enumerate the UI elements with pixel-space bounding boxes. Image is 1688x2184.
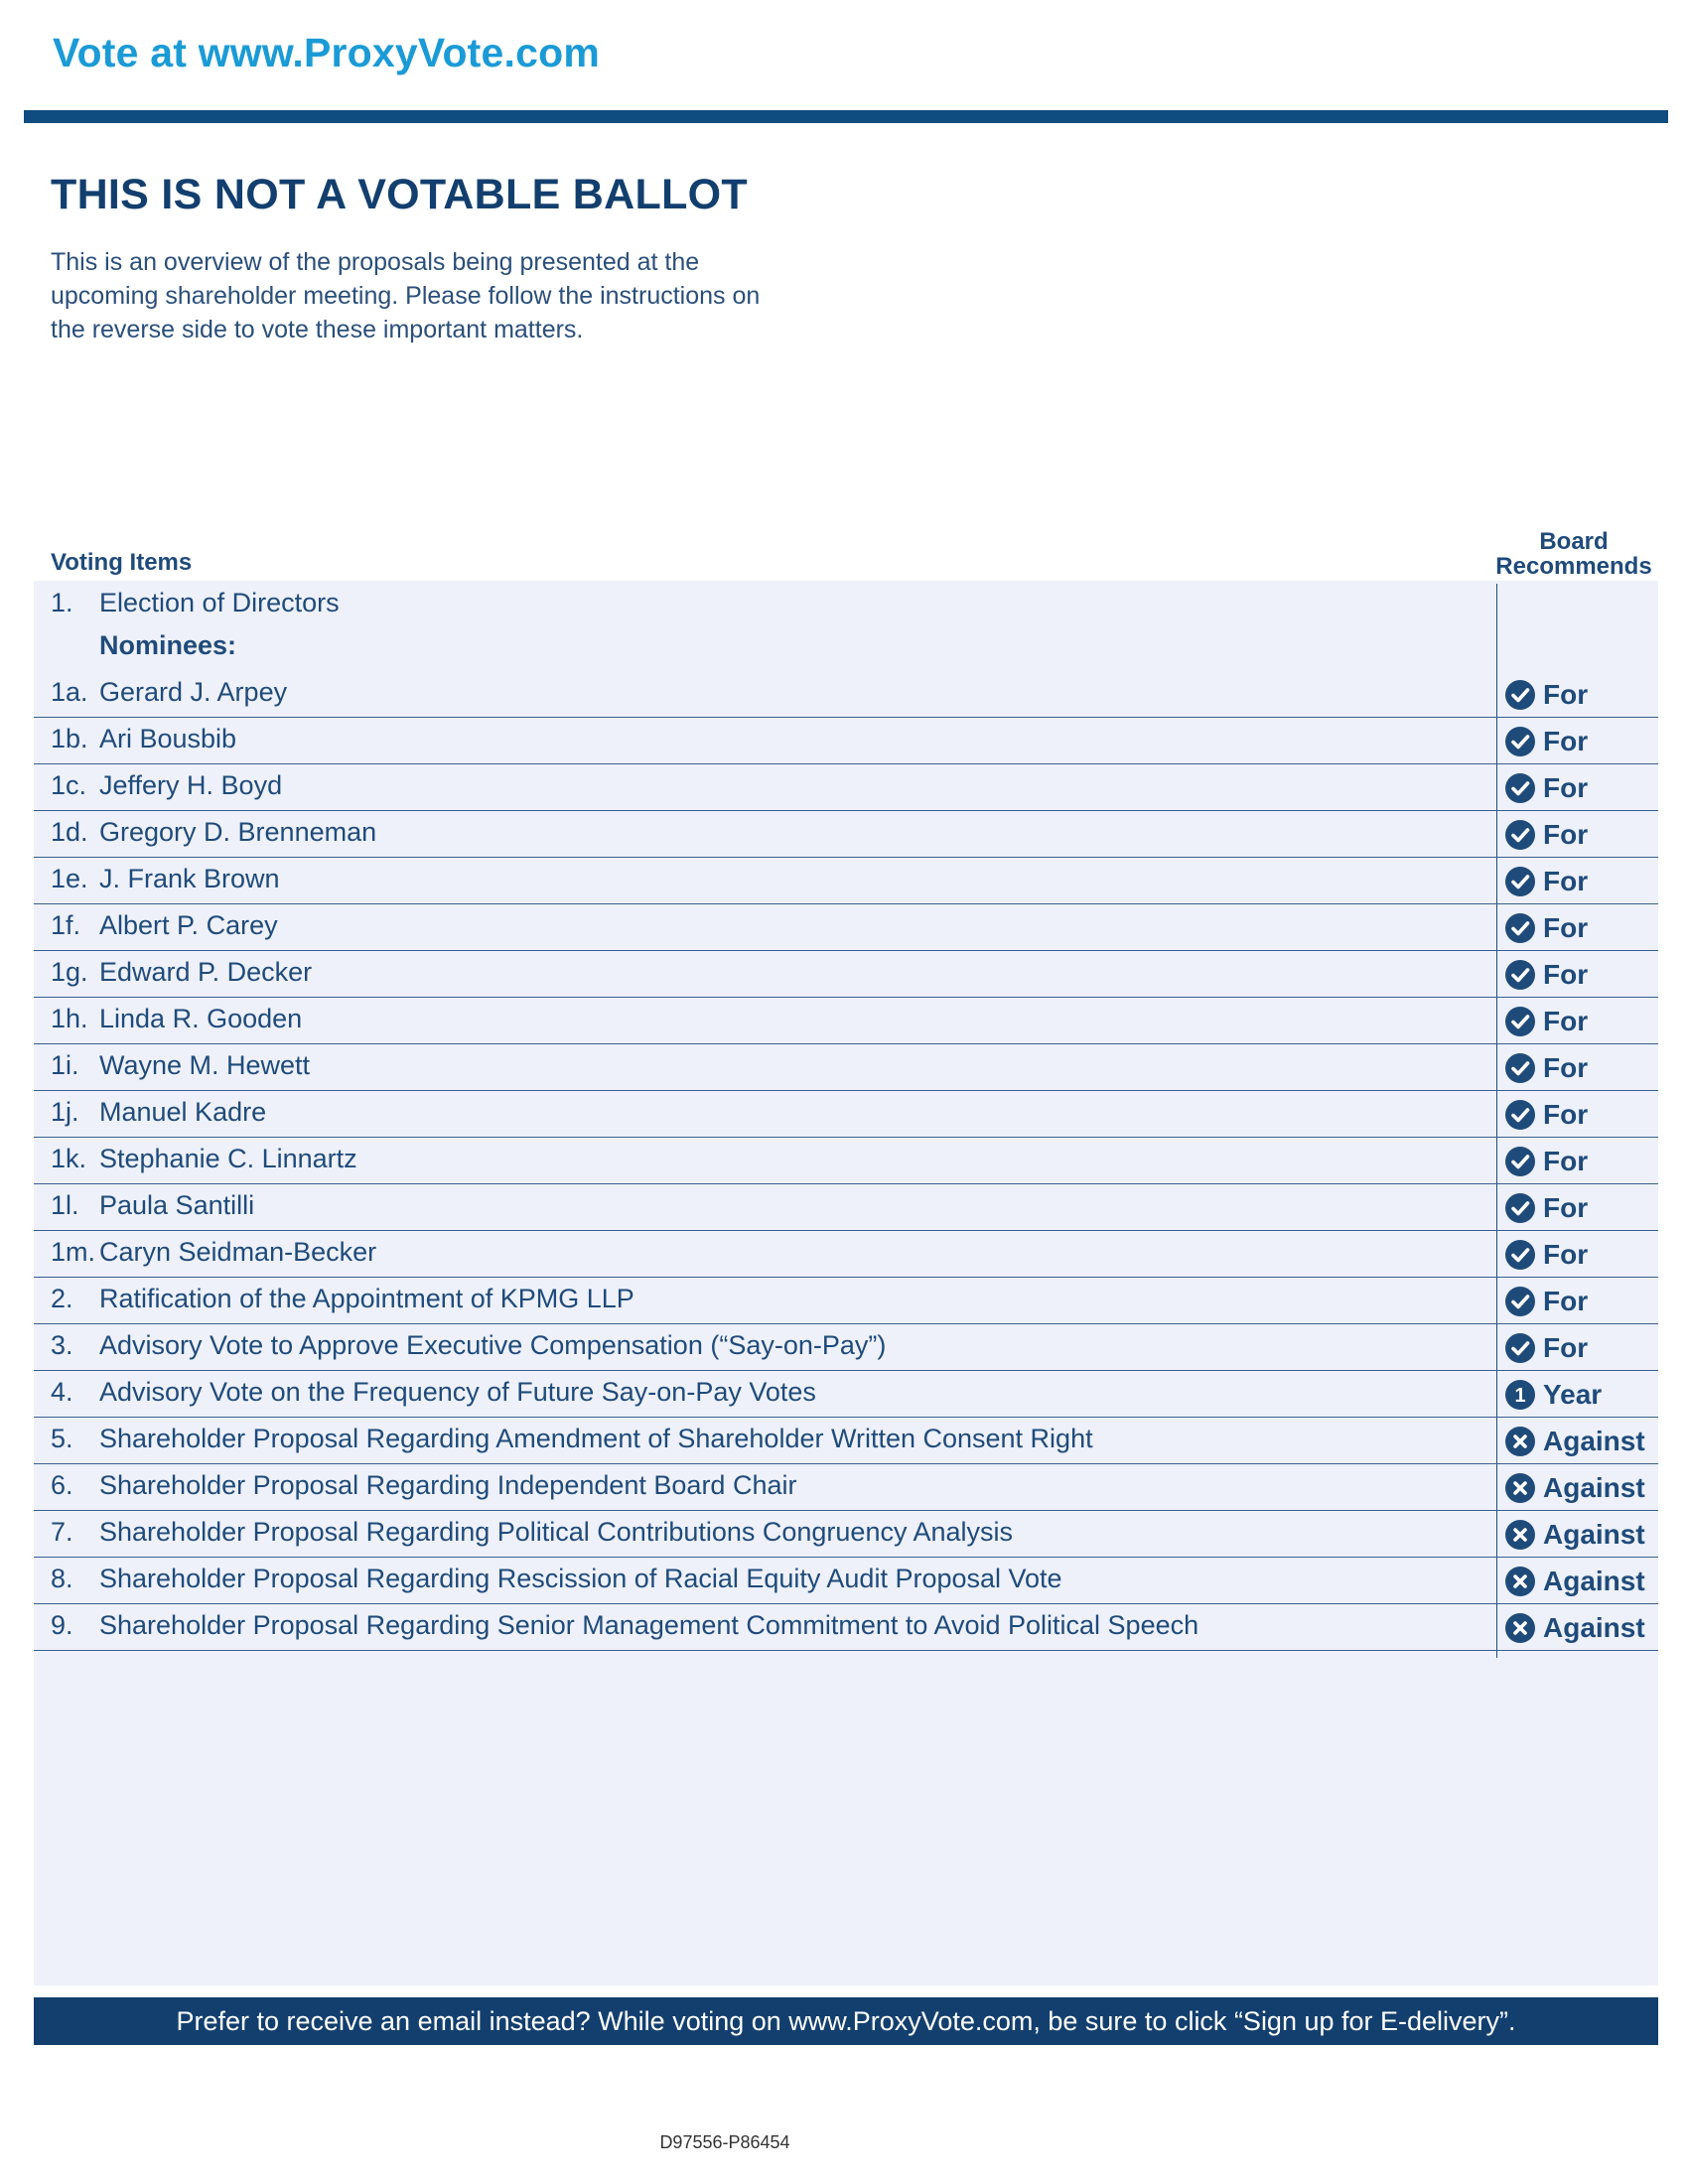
item-label: Gregory D. Brenneman xyxy=(99,817,377,847)
item-number: 8. xyxy=(51,1564,73,1593)
board-recommendation xyxy=(1504,1472,1645,1504)
item-number: 9. xyxy=(51,1610,73,1640)
voting-item-row xyxy=(34,1044,1658,1091)
recommendation-label: For xyxy=(1543,1006,1589,1036)
item-number: 1d. xyxy=(51,817,88,847)
item-number: 1f. xyxy=(51,910,81,940)
item-label: Manuel Kadre xyxy=(99,1097,267,1127)
item-label: Shareholder Proposal Regarding Amendment of Shareholder Written Consent Right xyxy=(99,1424,1093,1453)
voting-item-row xyxy=(34,951,1658,998)
board-recommendation xyxy=(1504,1146,1588,1177)
recommendation-label: For xyxy=(1543,1192,1589,1223)
voting-item-row xyxy=(34,811,1658,858)
recommendation-label: For xyxy=(1543,679,1589,710)
board-recommendation xyxy=(1504,1426,1645,1457)
recommendation-label: For xyxy=(1543,819,1589,850)
one-circle-icon xyxy=(1504,1379,1536,1411)
item-number: 1k. xyxy=(51,1144,87,1173)
item-number: 5. xyxy=(51,1424,73,1453)
check-circle-icon xyxy=(1504,1099,1536,1131)
check-circle-icon xyxy=(1504,1146,1536,1177)
voting-item-row xyxy=(34,1604,1658,1651)
voting-item-row xyxy=(34,904,1658,951)
item-number: 1i. xyxy=(51,1050,79,1080)
intro-line: upcoming shareholder meeting. Please follow the instructions on xyxy=(51,282,761,310)
x-circle-icon xyxy=(1504,1612,1536,1644)
recommendation-label: For xyxy=(1543,1239,1589,1270)
voting-item-row xyxy=(34,1371,1658,1418)
svg-text:1: 1 xyxy=(1514,1385,1526,1407)
item-number: 3. xyxy=(51,1330,73,1360)
intro-line: the reverse side to vote these important matters. xyxy=(51,316,584,343)
x-circle-icon xyxy=(1504,1566,1536,1597)
intro-paragraph xyxy=(51,245,865,346)
voting-item-row xyxy=(34,1184,1658,1231)
item-number: 4. xyxy=(51,1377,73,1407)
item-number: 1m. xyxy=(51,1237,96,1267)
voting-item-row xyxy=(34,1278,1658,1324)
item-label: Wayne M. Hewett xyxy=(99,1050,311,1080)
edelivery-banner: Prefer to receive an email instead? While voting on www.ProxyVote.com, be sure to click “Sign up for E-delivery”. xyxy=(34,1997,1658,2045)
board-recommendation xyxy=(1504,912,1588,944)
recommendation-label: For xyxy=(1543,1286,1589,1316)
item-number: 1h. xyxy=(51,1004,88,1033)
check-circle-icon xyxy=(1504,1239,1536,1271)
column-header-board-line: Board xyxy=(1539,528,1609,555)
recommendation-label: For xyxy=(1543,866,1589,896)
item-number: 6. xyxy=(51,1470,73,1500)
recommendation-label: For xyxy=(1543,1099,1589,1130)
board-recommendation xyxy=(1504,1612,1645,1644)
board-recommendation xyxy=(1504,1006,1588,1037)
voting-item-row xyxy=(34,1324,1658,1371)
item-label: Shareholder Proposal Regarding Independent Board Chair xyxy=(99,1470,797,1500)
board-recommendation xyxy=(1504,1332,1588,1364)
check-circle-icon xyxy=(1504,912,1536,944)
recommendation-label: For xyxy=(1543,959,1589,990)
check-circle-icon xyxy=(1504,726,1536,757)
item-number: 1l. xyxy=(51,1190,79,1220)
item-label: Paula Santilli xyxy=(99,1190,255,1220)
nominees-heading-row xyxy=(34,623,1658,664)
item-label: Jeffery H. Boyd xyxy=(99,770,283,800)
item-label: Caryn Seidman-Becker xyxy=(99,1237,377,1267)
item-label: Shareholder Proposal Regarding Rescission of Racial Equity Audit Proposal Vote xyxy=(99,1564,1062,1593)
voting-item-row xyxy=(34,1138,1658,1184)
item-label: Edward P. Decker xyxy=(99,957,313,987)
page-title: THIS IS NOT A VOTABLE BALLOT xyxy=(51,171,748,218)
item-label: Election of Directors xyxy=(99,588,340,617)
voting-item-row xyxy=(34,1464,1658,1511)
check-circle-icon xyxy=(1504,819,1536,851)
recommendation-label: Against xyxy=(1543,1472,1645,1503)
board-recommendation xyxy=(1504,1239,1588,1271)
voting-item-row xyxy=(34,1231,1658,1278)
item-label: Ari Bousbib xyxy=(99,724,237,753)
header-rule xyxy=(24,110,1668,123)
voting-items-list xyxy=(34,582,1658,1651)
voting-item-row xyxy=(34,1558,1658,1604)
recommendation-label: For xyxy=(1543,772,1589,803)
recommendation-label: For xyxy=(1543,726,1589,756)
item-number: 1e. xyxy=(51,864,88,893)
check-circle-icon xyxy=(1504,1192,1536,1224)
recommendation-label: For xyxy=(1543,1146,1589,1176)
recommendation-label: For xyxy=(1543,1332,1589,1363)
item-number: 1b. xyxy=(51,724,88,753)
x-circle-icon xyxy=(1504,1472,1536,1504)
board-recommendation xyxy=(1504,959,1588,991)
voting-item-row xyxy=(34,858,1658,904)
board-recommendation xyxy=(1504,1052,1588,1084)
board-recommendation xyxy=(1504,726,1588,757)
item-label: Albert P. Carey xyxy=(99,910,278,940)
item-number: 1a. xyxy=(51,677,88,707)
voting-item-row xyxy=(34,1091,1658,1138)
column-header-board-recommends xyxy=(1495,529,1652,579)
board-recommendation xyxy=(1504,1286,1588,1317)
item-label: Linda R. Gooden xyxy=(99,1004,303,1033)
voting-item-row xyxy=(34,664,1658,718)
recommendation-label: For xyxy=(1543,912,1589,943)
board-recommendation xyxy=(1504,1192,1588,1224)
board-recommendation xyxy=(1504,772,1588,804)
item-number: 1. xyxy=(51,588,73,617)
x-circle-icon xyxy=(1504,1519,1536,1551)
check-circle-icon xyxy=(1504,772,1536,804)
item-label: Shareholder Proposal Regarding Senior Management Commitment to Avoid Political Speech xyxy=(99,1610,1199,1640)
check-circle-icon xyxy=(1504,866,1536,897)
recommendation-label: Against xyxy=(1543,1612,1645,1643)
item-label: Stephanie C. Linnartz xyxy=(99,1144,357,1173)
voting-item-row xyxy=(34,764,1658,811)
recommendation-label: Against xyxy=(1543,1426,1645,1456)
x-circle-icon xyxy=(1504,1426,1536,1457)
check-circle-icon xyxy=(1504,1332,1536,1364)
column-header-board-line: Recommends xyxy=(1495,553,1652,580)
item-label: Advisory Vote on the Frequency of Future Say-on-Pay Votes xyxy=(99,1377,816,1407)
check-circle-icon xyxy=(1504,1286,1536,1317)
item-label: Gerard J. Arpey xyxy=(99,677,288,707)
board-recommendation xyxy=(1504,1519,1645,1551)
item-label: Advisory Vote to Approve Executive Compensation (“Say-on-Pay”) xyxy=(99,1330,887,1360)
item-number: 7. xyxy=(51,1517,73,1547)
board-recommendation xyxy=(1504,679,1588,711)
check-circle-icon xyxy=(1504,679,1536,711)
recommendation-label: For xyxy=(1543,1052,1589,1083)
check-circle-icon xyxy=(1504,1006,1536,1037)
recommendation-label: Against xyxy=(1543,1566,1645,1596)
item-label: Shareholder Proposal Regarding Political Contributions Congruency Analysis xyxy=(99,1517,1014,1547)
nominees-label: Nominees: xyxy=(99,630,237,660)
check-circle-icon xyxy=(1504,1052,1536,1084)
item-label: J. Frank Brown xyxy=(99,864,280,893)
item-number: 1c. xyxy=(51,770,87,800)
voting-item-row xyxy=(34,1418,1658,1464)
document-code: D97556-P86454 xyxy=(659,2132,790,2152)
board-recommendation xyxy=(1504,1099,1588,1131)
board-recommendation xyxy=(1504,819,1588,851)
election-of-directors-row xyxy=(34,582,1658,623)
board-recommendation xyxy=(1504,1566,1645,1597)
voting-item-row xyxy=(34,998,1658,1044)
board-recommendation xyxy=(1504,1379,1602,1411)
voting-item-row xyxy=(34,1511,1658,1558)
item-number: 1g. xyxy=(51,957,88,987)
item-label: Ratification of the Appointment of KPMG LLP xyxy=(99,1284,634,1313)
board-recommendation xyxy=(1504,866,1588,897)
item-number: 1j. xyxy=(51,1097,79,1127)
recommendation-label: Year xyxy=(1543,1379,1603,1410)
voting-item-row xyxy=(34,718,1658,764)
check-circle-icon xyxy=(1504,959,1536,991)
item-number: 2. xyxy=(51,1284,73,1313)
vote-at-proxyvote-header: Vote at www.ProxyVote.com xyxy=(53,30,601,75)
intro-line: This is an overview of the proposals being presented at the xyxy=(51,248,700,276)
recommendation-label: Against xyxy=(1543,1519,1645,1550)
column-header-voting-items: Voting Items xyxy=(51,549,193,576)
